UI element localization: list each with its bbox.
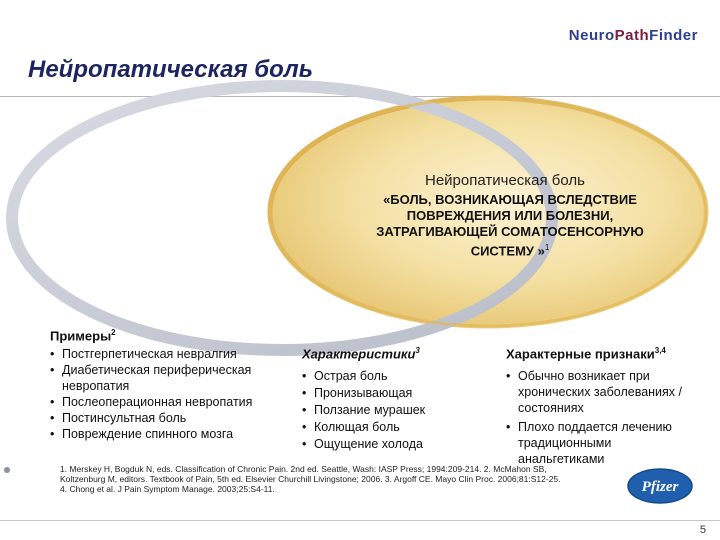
features-heading-text: Характерные признаки [506,346,655,362]
examples-section [50,325,280,442]
definition-ref: 1 [544,243,550,252]
features-section [506,343,696,470]
features-list [506,368,696,467]
reference-line: Koltzenburg M, editors. Textbook of Pain, 5th ed. Elsevier Churchill Livingstone; 2006. 3. Argoff CE. Mayo Clin Proc. 2006;81:S12-25. [60,474,561,484]
definition-line-3: ЗАТРАГИВАЮЩЕЙ СОМАТОСЕНСОРНУЮ [376,224,644,239]
pain-definition [330,192,690,259]
characteristics-heading [302,343,492,362]
reference-line: 1. Merskey H, Bogduk N, eds. Classification of Chronic Pain. 2nd ed. Seattle, Wash: IASP Press; 1994:209-214. 2. McMahon SB, [60,464,547,474]
page-title: Нейропатическая боль [28,56,313,83]
list-item: • Острая боль [302,368,492,384]
definition-line-4-wrap [330,240,690,259]
references [60,464,620,494]
page-number: 5 [699,524,706,536]
list-item: • Постинсультная боль [50,410,280,426]
logo-part-neuro: Neuro [568,26,615,44]
characteristics-heading-text: Характеристики [302,346,416,362]
examples-list [50,346,280,442]
bullet-dot [4,467,10,473]
logo-part-finder: Finder [649,26,698,44]
pfizer-logo [626,466,694,506]
definition-line-2: ПОВРЕЖДЕНИЯ ИЛИ БОЛЕЗНИ, [406,208,614,223]
footer-divider [0,520,720,521]
list-item: • Колющая боль [302,419,492,435]
list-item: • Повреждение спинного мозга [50,426,280,442]
characteristics-ref: 3 [415,346,420,355]
examples-ref: 2 [111,328,116,337]
list-item: • Плохо поддается лечению традиционными анальгетиками [506,419,696,467]
pfizer-logo-text: Pfizer [641,479,679,495]
characteristics-list [302,368,492,452]
definition-line-1: «БОЛЬ, ВОЗНИКАЮЩАЯ ВСЛЕДСТВИЕ [383,192,637,207]
definition-line-4: СИСТЕМУ » [470,243,545,259]
list-item: • Диабетическая периферическая невропатия [50,362,280,394]
list-item: • Постгерпетическая невралгия [50,346,280,362]
reference-line: 4. Chong et al. J Pain Symptom Manage. 2003;25:S4-11. [60,484,275,494]
examples-heading [50,325,280,344]
list-item: • Пронизывающая [302,385,492,401]
examples-heading-text: Примеры [50,328,112,344]
characteristics-section [302,343,492,453]
features-heading [506,343,696,362]
list-item: • Ползание мурашек [302,402,492,418]
logo-part-path: Path [614,26,650,44]
list-item: • Обычно возникает при хронических заболеваниях / состояниях [506,368,696,416]
list-item: • Ощущение холода [302,436,492,452]
list-item: • Послеоперационная невропатия [50,394,280,410]
features-ref: 3,4 [654,346,666,355]
center-title: Нейропатическая боль [425,172,585,189]
